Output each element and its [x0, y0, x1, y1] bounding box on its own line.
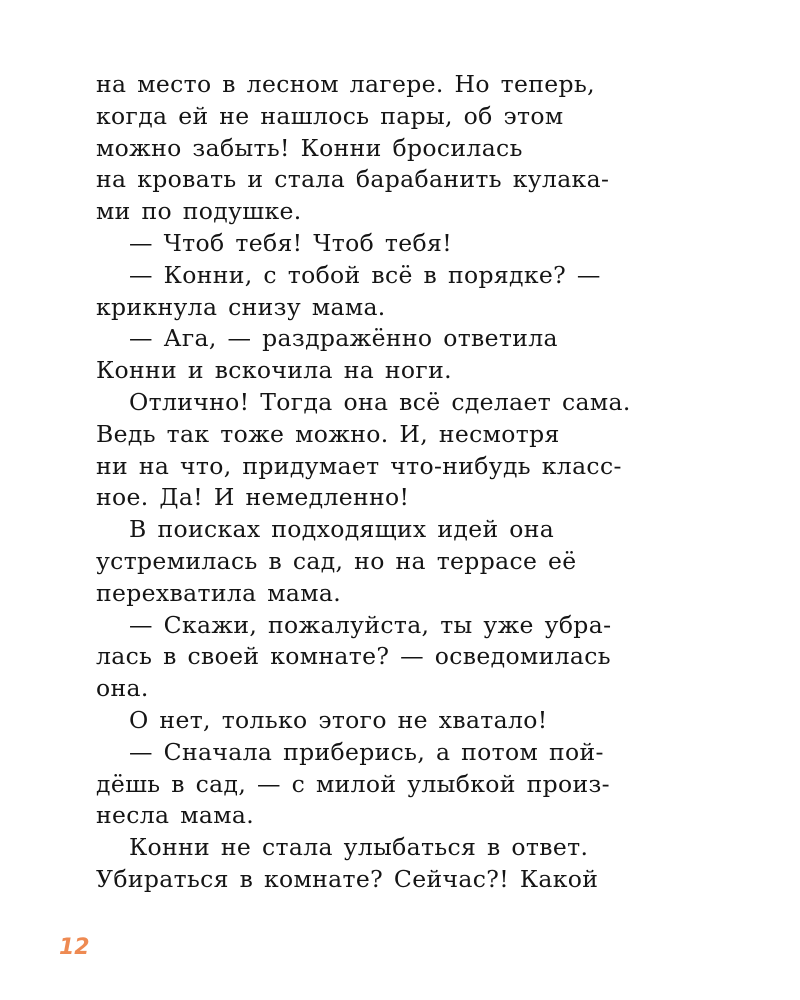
text-line: ное. Да! И немедленно! [96, 483, 410, 512]
text-line: когда ей не нашлось пары, об этом [96, 101, 564, 130]
body-text [96, 69, 696, 896]
text-line: — Чтоб тебя! Чтоб тебя! [129, 228, 453, 257]
text-line: крикнула снизу мама. [96, 292, 386, 321]
text-line: О нет, только этого не хватало! [129, 705, 548, 734]
text-line: — Ага, — раздражённо ответила [129, 324, 558, 353]
text-line: — Сначала приберись, а потом пой- [129, 737, 604, 766]
text-line: Конни не стала улыбаться в ответ. [129, 833, 589, 862]
text-line: — Конни, с тобой всё в порядке? — [129, 260, 601, 289]
text-line: ни на что, придумает что-нибудь класс- [96, 451, 622, 480]
text-line: В поисках подходящих идей она [129, 515, 555, 544]
text-line: лась в своей комнате? — осведомилась [96, 642, 611, 671]
text-line: она. [96, 674, 149, 703]
text-line: перехватила мама. [96, 578, 342, 607]
text-line: дёшь в сад, — с милой улыбкой произ- [96, 769, 610, 798]
text-line: Ведь так тоже можно. И, несмотря [96, 419, 560, 448]
text-line: Отлично! Тогда она всё сделает сама. [129, 387, 631, 416]
text-line: ми по подушке. [96, 197, 302, 226]
text-line: Убираться в комнате? Сейчас?! Какой [96, 864, 599, 893]
text-line: на место в лесном лагере. Но теперь, [96, 70, 595, 98]
text-line: несла мама. [96, 801, 255, 830]
text-line: устремилась в сад, но на террасе её [96, 546, 577, 575]
text-line: — Скажи, пожалуйста, ты уже убра- [129, 610, 612, 639]
text-line: Конни и вскочила на ноги. [96, 356, 452, 385]
page-number: 12 [59, 935, 90, 960]
text-line: можно забыть! Конни бросилась [96, 133, 523, 162]
text-line: на кровать и стала барабанить кулака- [96, 165, 610, 194]
